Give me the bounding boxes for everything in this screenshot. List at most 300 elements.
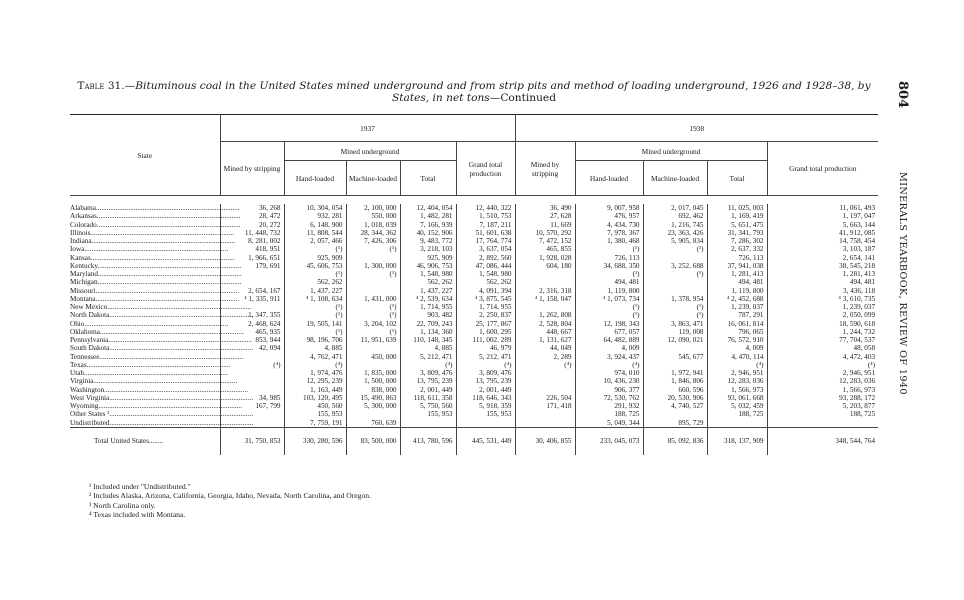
total-cell: 85, 092, 836	[643, 427, 707, 455]
value-cell: 4, 472, 403	[767, 353, 878, 361]
value-cell: 796, 065	[707, 328, 767, 336]
value-cell: 692, 462	[643, 212, 707, 220]
total-cell: 83, 500, 000	[346, 427, 400, 455]
year-1938-header: 1938	[515, 115, 878, 142]
table-row	[70, 394, 878, 402]
value-cell	[515, 377, 575, 385]
value-cell: 2, 946, 951	[707, 369, 767, 377]
value-cell: 1, 262, 808	[515, 311, 575, 319]
state-name-cell: Pennsylvania................................................................................	[70, 336, 253, 344]
value-cell: (¹)	[346, 328, 400, 336]
value-cell: 44, 049	[515, 344, 575, 352]
table-row	[70, 336, 878, 344]
value-cell: 660, 596	[643, 386, 707, 394]
value-cell: 34, 688, 350	[575, 262, 643, 270]
value-cell: 3, 436, 118	[767, 287, 878, 295]
value-cell: 28, 344, 362	[346, 229, 400, 237]
value-cell: 1, 566, 973	[767, 386, 878, 394]
value-cell: 562, 262	[284, 278, 346, 286]
value-cell: 12, 404, 054	[400, 204, 456, 212]
value-cell: (⁴)	[400, 361, 456, 369]
value-cell: 1, 846, 806	[643, 377, 707, 385]
value-cell: 1, 548, 980	[456, 270, 515, 278]
value-cell: 37, 941, 038	[707, 262, 767, 270]
underground-1937-header: Mined underground	[284, 142, 456, 161]
value-cell: 38, 545, 218	[767, 262, 878, 270]
value-cell: 3, 252, 688	[643, 262, 707, 270]
footnote: ¹ Included under "Undistributed."	[89, 482, 191, 491]
value-cell: 6, 148, 900	[284, 221, 346, 229]
state-name-cell: Alabama................................................................................	[70, 204, 240, 212]
value-cell: (¹)	[575, 270, 643, 278]
machine-loaded-1937-header: Machine-loaded	[346, 161, 400, 196]
running-head: MINERALS YEARBOOK, REVIEW OF 1940	[897, 172, 908, 395]
total-cell: 30, 406, 855	[515, 427, 575, 455]
value-cell: (¹)	[346, 311, 400, 319]
value-cell: 562, 262	[400, 278, 456, 286]
value-cell: 111, 002. 289	[456, 336, 515, 344]
value-cell: 5, 049, 344	[575, 419, 643, 428]
value-cell: 2, 316, 318	[515, 287, 575, 295]
value-cell: 2, 100, 000	[346, 204, 400, 212]
value-cell: 167, 799	[220, 402, 284, 410]
value-cell: 2, 654, 141	[767, 254, 878, 262]
value-cell: 171, 418	[515, 402, 575, 410]
value-cell: 18, 590, 618	[767, 320, 878, 328]
value-cell: 48, 058	[767, 344, 878, 352]
value-cell: 45, 606, 753	[284, 262, 346, 270]
value-cell: 12, 295, 239	[284, 377, 346, 385]
value-cell: 2, 057, 466	[284, 237, 346, 245]
value-cell	[220, 369, 284, 377]
value-cell: 925, 909	[284, 254, 346, 262]
value-cell: 28, 472	[220, 212, 284, 220]
value-cell: 4, 885	[284, 344, 346, 352]
value-cell: 1, 281, 413	[707, 270, 767, 278]
value-cell: 925, 909	[400, 254, 456, 262]
value-cell: 1, 714, 955	[400, 303, 456, 311]
value-cell: (¹)	[575, 311, 643, 319]
state-name-cell: West Virginia................................................................................	[70, 393, 253, 402]
value-cell: 604, 180	[515, 262, 575, 270]
value-cell: 4, 009	[575, 344, 643, 352]
value-cell: 545, 677	[643, 353, 707, 361]
value-cell: 27, 628	[515, 212, 575, 220]
value-cell: 1, 972, 941	[643, 369, 707, 377]
value-cell: 12, 440, 322	[456, 204, 515, 212]
value-cell: 903, 482	[400, 311, 456, 319]
value-cell: (¹)	[284, 311, 346, 319]
state-name-cell: Indiana................................................................................	[70, 237, 236, 245]
value-cell: 2, 001, 449	[400, 386, 456, 394]
state-name-cell: Maryland................................................................................	[70, 270, 242, 278]
value-cell: 1, 018, 039	[346, 221, 400, 229]
state-name-cell: Missouri................................................................................	[70, 286, 240, 295]
value-cell: (¹)	[284, 245, 346, 253]
value-cell: 5, 203, 877	[767, 402, 878, 410]
value-cell	[767, 419, 878, 428]
value-cell: ⁴ 2, 539, 634	[400, 295, 456, 303]
value-cell: 450, 000	[346, 353, 400, 361]
value-cell: 726, 113	[575, 254, 643, 262]
table-row	[70, 344, 878, 352]
value-cell: 188, 725	[767, 410, 878, 418]
value-cell: 10, 570, 292	[515, 229, 575, 237]
table-row	[70, 295, 878, 303]
footnotes	[89, 482, 789, 520]
state-name-cell: Colorado................................................................................	[70, 220, 241, 229]
value-cell: 7, 472, 152	[515, 237, 575, 245]
value-cell: (¹)	[346, 245, 400, 253]
state-name-cell: Illinois................................................................................	[70, 228, 235, 237]
value-cell: 1, 835, 000	[346, 369, 400, 377]
total-cell: 233, 045, 073	[575, 427, 643, 455]
value-cell: 1, 714, 955	[456, 303, 515, 311]
value-cell: (¹)	[284, 328, 346, 336]
value-cell: 450, 560	[284, 402, 346, 410]
value-cell	[707, 419, 767, 428]
value-cell: 13, 795, 239	[400, 377, 456, 385]
value-cell	[515, 419, 575, 428]
value-cell: 179, 691	[220, 262, 284, 270]
state-name-cell: Virginia................................................................................	[70, 377, 238, 386]
value-cell: (¹)	[643, 303, 707, 311]
value-cell	[515, 303, 575, 311]
value-cell: (¹)	[643, 245, 707, 253]
value-cell: ⁴ 1, 073, 734	[575, 295, 643, 303]
value-cell: (⁴)	[707, 361, 767, 369]
value-cell: ⁴ 1, 158, 047	[515, 295, 575, 303]
value-cell	[643, 361, 707, 369]
value-cell: 41, 912, 085	[767, 229, 878, 237]
state-name-cell: New Mexico................................................................................	[70, 303, 252, 311]
value-cell: 7, 426, 306	[346, 237, 400, 245]
value-cell: 12, 090, 021	[643, 336, 707, 344]
total-cell: 31, 750, 853	[220, 427, 284, 455]
value-cell: 40, 152, 906	[400, 229, 456, 237]
value-cell	[515, 410, 575, 418]
value-cell: 465, 855	[515, 245, 575, 253]
value-cell: 494, 481	[767, 278, 878, 286]
value-cell: 2, 001, 449	[456, 386, 515, 394]
value-cell: (¹)	[284, 303, 346, 311]
value-cell: 226, 504	[515, 394, 575, 402]
value-cell: 31, 341, 793	[707, 229, 767, 237]
caption-dash: —	[124, 80, 136, 92]
value-cell: 3, 637, 054	[456, 245, 515, 253]
table-row	[70, 361, 878, 369]
value-cell	[515, 369, 575, 377]
value-cell: 3, 924, 437	[575, 353, 643, 361]
value-cell	[515, 270, 575, 278]
value-cell: 1, 239, 037	[767, 303, 878, 311]
value-cell: 7, 978, 367	[575, 229, 643, 237]
value-cell	[515, 386, 575, 394]
value-cell: 8, 281, 002	[220, 237, 284, 245]
value-cell: 906, 377	[575, 386, 643, 394]
value-cell: 155, 953	[456, 410, 515, 418]
value-cell: (¹)	[346, 303, 400, 311]
value-cell: 42, 094	[220, 344, 284, 352]
value-cell: 51, 601, 638	[456, 229, 515, 237]
state-name-cell: South Dakota................................................................................	[70, 344, 254, 353]
value-cell: 3, 103, 187	[767, 245, 878, 253]
total-1938-header: Total	[707, 161, 767, 196]
value-cell	[643, 344, 707, 352]
value-cell: ⁴ 3, 610, 735	[767, 295, 878, 303]
value-cell: 4, 885	[400, 344, 456, 352]
value-cell: 4, 762, 471	[284, 353, 346, 361]
state-name-cell: Michigan................................................................................	[70, 278, 242, 287]
value-cell: 1, 510, 753	[456, 212, 515, 220]
total-label: Total United States........	[94, 437, 164, 446]
value-cell: 677, 057	[575, 328, 643, 336]
value-cell: 2, 017, 045	[643, 204, 707, 212]
machine-loaded-1938-header: Machine-loaded	[643, 161, 707, 196]
value-cell: 5, 651, 475	[707, 221, 767, 229]
value-cell: 974, 010	[575, 369, 643, 377]
value-cell: 77, 704, 537	[767, 336, 878, 344]
value-cell: 2, 468, 624	[220, 320, 284, 328]
value-cell	[346, 344, 400, 352]
value-cell: 11, 025, 003	[707, 204, 767, 212]
table-row	[70, 287, 878, 295]
table-title: Bituminous coal in the United States mined underground and from strip pits and method of loading underground, 1926 and 1928–38, by States, in net tons	[135, 80, 871, 104]
value-cell	[346, 410, 400, 418]
state-name-cell: Tennessee................................................................................	[70, 352, 244, 361]
table-row	[70, 353, 878, 361]
value-cell: 5, 212, 471	[456, 353, 515, 361]
table-row	[70, 254, 878, 262]
value-cell: (¹)	[643, 270, 707, 278]
value-cell: 2, 637, 332	[707, 245, 767, 253]
value-cell: 1, 380, 468	[575, 237, 643, 245]
value-cell	[400, 419, 456, 428]
value-cell: ⁴ 1, 335, 911	[220, 295, 284, 303]
footnote: ² Includes Alaska, Arizona, California, Georgia, Idaho, Nevada, North Carolina, and Oregon.	[89, 491, 371, 501]
value-cell: (¹)	[575, 245, 643, 253]
value-cell: 93, 061, 668	[707, 394, 767, 402]
value-cell: 1, 239, 037	[707, 303, 767, 311]
value-cell: 5, 918, 359	[456, 402, 515, 410]
total-cell: 348, 544, 764	[767, 427, 878, 455]
value-cell: 550, 000	[346, 212, 400, 220]
value-cell: 188, 725	[707, 410, 767, 418]
value-cell: 20, 272	[220, 221, 284, 229]
state-name-cell: Undistributed................................................................................	[70, 418, 254, 427]
value-cell	[346, 278, 400, 286]
value-cell: (⁴)	[575, 361, 643, 369]
value-cell: 17, 764, 774	[456, 237, 515, 245]
value-cell: 2, 050, 099	[767, 311, 878, 319]
table-row	[70, 369, 878, 377]
value-cell: 726, 113	[707, 254, 767, 262]
value-cell: (¹)	[643, 311, 707, 319]
value-cell: 7, 759, 191	[284, 419, 346, 428]
table-row	[70, 237, 878, 245]
table-caption	[74, 80, 874, 104]
table-row	[70, 402, 878, 410]
value-cell: 3, 863, 471	[643, 320, 707, 328]
value-cell: 103, 120, 495	[284, 394, 346, 402]
value-cell: 291, 932	[575, 402, 643, 410]
value-cell: 11, 669	[515, 221, 575, 229]
value-cell: 1, 119, 800	[575, 287, 643, 295]
value-cell	[456, 419, 515, 428]
hand-loaded-1937-header: Hand-loaded	[284, 161, 346, 196]
value-cell: 1, 431, 000	[346, 295, 400, 303]
value-cell: 5, 212, 471	[400, 353, 456, 361]
value-cell: 5, 905, 834	[643, 237, 707, 245]
value-cell: 3, 218, 103	[400, 245, 456, 253]
value-cell: 98, 196, 706	[284, 336, 346, 344]
total-cell: 445, 531, 449	[456, 427, 515, 455]
value-cell: 1, 437, 227	[400, 287, 456, 295]
table-row	[70, 229, 878, 237]
state-name-cell: Texas................................................................................	[70, 360, 231, 369]
state-name-cell: Other States ²................................................................................	[70, 410, 254, 419]
state-name-cell: Utah................................................................................	[70, 369, 228, 377]
state-name-cell: Kentucky................................................................................	[70, 261, 242, 270]
value-cell: 1, 169, 419	[707, 212, 767, 220]
table-row	[70, 303, 878, 311]
value-cell: (¹)	[284, 270, 346, 278]
value-cell: 16, 061, 814	[707, 320, 767, 328]
value-cell: 36, 490	[515, 204, 575, 212]
value-cell: 1, 600, 295	[456, 328, 515, 336]
value-cell: 1, 197, 047	[767, 212, 878, 220]
total-row	[70, 427, 878, 455]
table-row	[70, 386, 878, 394]
value-cell: 47, 086, 444	[456, 262, 515, 270]
value-cell: 2, 528, 804	[515, 320, 575, 328]
value-cell: (¹)	[346, 270, 400, 278]
state-name-cell: Iowa................................................................................	[70, 245, 229, 254]
page-number: 804	[895, 81, 910, 109]
value-cell: 155, 953	[284, 410, 346, 418]
hand-loaded-1938-header: Hand-loaded	[575, 161, 643, 196]
value-cell: 93, 288, 172	[767, 394, 878, 402]
value-cell: 64, 482, 889	[575, 336, 643, 344]
value-cell: 10, 436, 230	[575, 377, 643, 385]
value-cell: 448, 667	[515, 328, 575, 336]
value-cell: 19, 505, 141	[284, 320, 346, 328]
value-cell: 562, 262	[456, 278, 515, 286]
state-name-cell: Montana................................................................................	[70, 294, 240, 303]
value-cell	[346, 254, 400, 262]
state-rows	[70, 204, 878, 427]
value-cell: 46, 906, 753	[400, 262, 456, 270]
value-cell: 22, 709, 243	[400, 320, 456, 328]
value-cell: 2, 289	[515, 353, 575, 361]
value-cell: 46, 979	[456, 344, 515, 352]
value-cell	[643, 278, 707, 286]
value-cell: (⁴)	[284, 361, 346, 369]
value-cell: (¹)	[575, 303, 643, 311]
value-cell: 12, 283, 036	[707, 377, 767, 385]
total-cell: 330, 280, 596	[284, 427, 346, 455]
table-row	[70, 377, 878, 385]
footnote: ⁴ Texas included with Montana.	[89, 510, 186, 520]
value-cell: 119, 008	[643, 328, 707, 336]
value-cell: 72, 530, 762	[575, 394, 643, 402]
value-cell: 1, 131, 627	[515, 336, 575, 344]
value-cell: 7, 187, 211	[456, 221, 515, 229]
state-name-cell: Washington................................................................................	[70, 385, 248, 394]
value-cell: 11, 951, 639	[346, 336, 400, 344]
value-cell	[643, 410, 707, 418]
total-cell: 318, 137, 909	[707, 427, 767, 455]
value-cell: ⁴ 3, 875, 545	[456, 295, 515, 303]
value-cell: 418, 951	[220, 245, 284, 253]
value-cell: 5, 300, 000	[346, 402, 400, 410]
value-cell: 1, 163, 449	[284, 386, 346, 394]
value-cell: 853, 944	[220, 336, 284, 344]
value-cell: 7, 166, 939	[400, 221, 456, 229]
value-cell: 10, 304, 054	[284, 204, 346, 212]
value-cell: 3, 204, 102	[346, 320, 400, 328]
table-row	[70, 262, 878, 270]
value-cell: 4, 470, 114	[707, 353, 767, 361]
value-cell	[643, 287, 707, 295]
value-cell: 1, 928, 028	[515, 254, 575, 262]
value-cell: 838, 000	[346, 386, 400, 394]
value-cell: 5, 032, 459	[707, 402, 767, 410]
value-cell: 1, 966, 651	[220, 254, 284, 262]
value-cell: 36, 268	[220, 204, 284, 212]
value-cell: 3, 809, 476	[400, 369, 456, 377]
state-name-cell: Oklahoma................................................................................	[70, 327, 244, 336]
value-cell: 188, 725	[575, 410, 643, 418]
value-cell: 4, 434, 730	[575, 221, 643, 229]
total-cell: 413, 780, 596	[400, 427, 456, 455]
table-row	[70, 410, 878, 418]
value-cell: 2, 946, 951	[767, 369, 878, 377]
value-cell	[643, 254, 707, 262]
value-cell: 895, 729	[643, 419, 707, 428]
value-cell: 1, 216, 745	[643, 221, 707, 229]
value-cell: 2, 654, 167	[220, 287, 284, 295]
value-cell: 25, 177, 867	[456, 320, 515, 328]
value-cell: 11, 448, 732	[220, 229, 284, 237]
value-cell: 20, 530, 906	[643, 394, 707, 402]
stripping-1937-header: Mined by stripping	[220, 142, 284, 196]
underground-1938-header: Mined underground	[575, 142, 767, 161]
stripping-1938-header: Mined by stripping	[515, 142, 575, 196]
state-name-cell: North Dakota................................................................................	[70, 311, 254, 320]
value-cell	[346, 361, 400, 369]
value-cell	[346, 287, 400, 295]
grand-total-1937-header: Grand total production	[456, 142, 515, 196]
value-cell: 494, 481	[575, 278, 643, 286]
value-cell: ⁴ 2, 452, 688	[707, 295, 767, 303]
value-cell: 1, 548, 980	[400, 270, 456, 278]
value-cell: 1, 281, 413	[767, 270, 878, 278]
coal-production-table	[70, 114, 878, 455]
value-cell: 110, 148, 345	[400, 336, 456, 344]
value-cell: 1, 119, 800	[707, 287, 767, 295]
value-cell: 1, 378, 954	[643, 295, 707, 303]
value-cell: 4, 740, 527	[643, 402, 707, 410]
table-row	[70, 328, 878, 336]
value-cell: 1, 500, 000	[346, 377, 400, 385]
value-cell: ⁴ 1, 108, 634	[284, 295, 346, 303]
caption-suffix: —Continued	[489, 92, 556, 104]
value-cell: 1, 347, 355	[220, 311, 284, 319]
state-name-cell: Arkansas................................................................................	[70, 212, 241, 221]
value-cell: (⁴)	[456, 361, 515, 369]
value-cell: 465, 935	[220, 328, 284, 336]
